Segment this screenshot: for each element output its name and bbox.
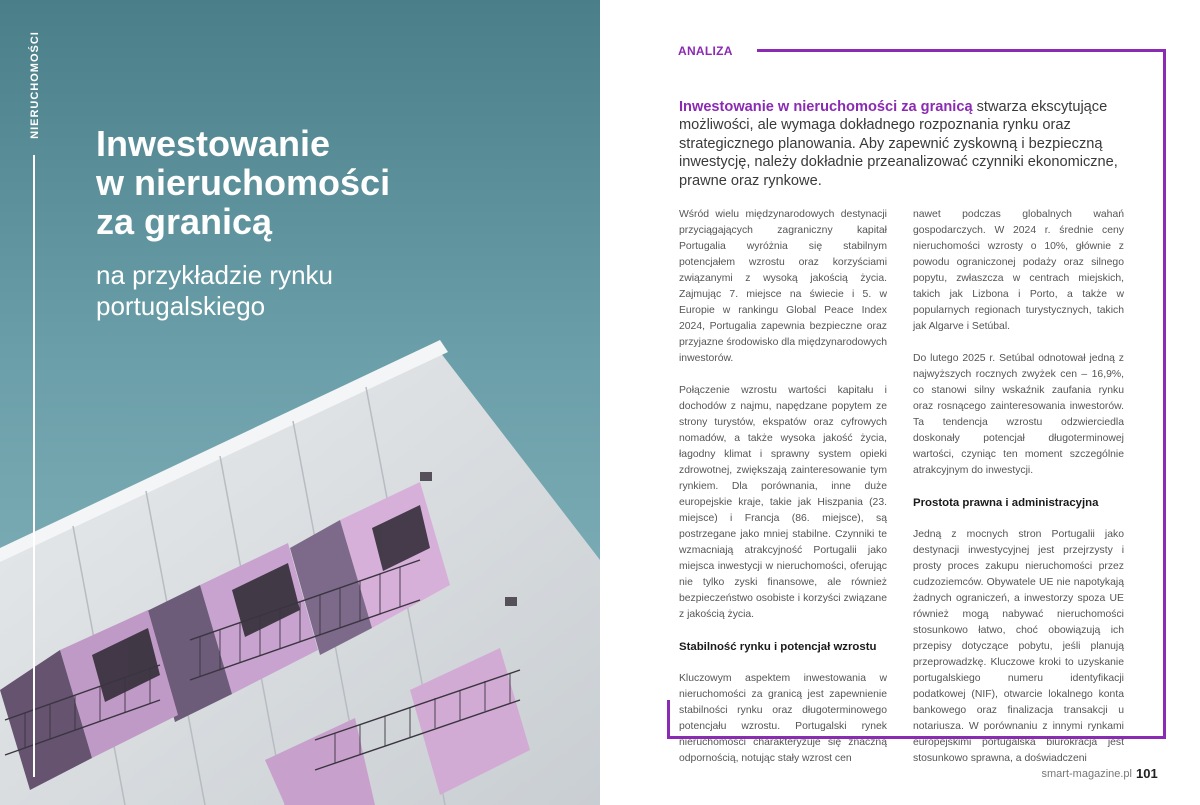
section-label-vertical <box>25 30 45 140</box>
paragraph: Jedną z mocnych stron Portugalii jako destynacji inwestycyjnej jest przejrzysty i prosty proces zakupu nieruchomości przez cudzoziemców. Obywatele UE nie napotykają żadnych ograniczeń, a inwestorzy spoza UE również mogą nabywać nieruchomości stosunkowo łatwo, choć obowiązują ich przepisy dotyczące pobytu, jeśli planują przeprowadzkę. Kluczowe kroki to uzyskanie portugalskiego numeru identyfikacji podatkowej (NIF), otwarcie lokalnego konta bankowego oraz finalizacja transakcji u notariusza. W porównaniu z innymi rynkami europejskimi portugalska biurokracja jest stosunkowo sprawna, a doświadczeni <box>913 529 1124 764</box>
vertical-divider <box>33 155 35 777</box>
page-number: 101 <box>1136 766 1158 781</box>
article-title <box>96 124 536 241</box>
paragraph: Wśród wielu międzynarodowych destynacji przyciągających zagraniczny kapitał Portugalia wyróżnia się stabilnym potencjałem wzrostu oraz korzyściami związanymi z wysoką jakością życia. Zajmując 7. miejsce na świecie i 5. w Europie w rankingu Global Peace Index 2024, Portugalia zapewnia bezpieczne oraz przyjazne środowisko dla międzynarodowych inwestorów. <box>679 209 887 364</box>
title-line-1: Inwestowanie <box>96 123 331 164</box>
lead-paragraph <box>679 98 1129 190</box>
paragraph: Do lutego 2025 r. Setúbal odnotował jedną z najwyższych rocznych zwyżek cen – 16,9%, co stanowi silny wskaźnik zaufania rynku oraz rosnącego zainteresowania inwestorów. Ta tendencja wzrostu odzwierciedla doskonały potencjał długoterminowej wartości, czyniąc ten moment szczególnie atrakcyjnym do inwestycji. <box>913 353 1124 476</box>
subtitle-line-2: portugalskiego <box>96 291 266 321</box>
frame-left-line <box>667 700 670 739</box>
title-line-2: w nieruchomości <box>96 162 391 203</box>
subtitle-line-1: na przykładzie rynku <box>96 260 333 290</box>
text-column-right <box>913 207 1124 783</box>
footer-website: smart-magazine.pl <box>1041 768 1132 780</box>
lead-text: stwarza ekscytujące możliwości, ale wymaga dokładnego rozpoznania rynku oraz strategicznego planowania. Aby zapewnić zyskowną i bezpieczną inwestycję, należy dokładnie przeanalizować czynniki ekonomiczne, prawne oraz rynkowe. <box>679 99 1118 189</box>
frame-right-line <box>1163 49 1166 739</box>
paragraph: Kluczowym aspektem inwestowania w nieruchomości za granicą jest zapewnienie stabilności rynku oraz długoterminowego potencjału wzrostu. Portugalski rynek nieruchomości charakteryzuje się znaczną odpornością, notując stały wzrost cen <box>679 673 887 764</box>
subheading: Prostota prawna i administracyjna <box>913 497 1099 509</box>
subheading: Stabilność rynku i potencjał wzrostu <box>679 641 877 653</box>
section-label: ANALIZA <box>678 44 733 58</box>
paragraph: Połączenie wzrostu wartości kapitału i dochodów z najmu, napędzane popytem ze strony turystów, ekspatów oraz cyfrowych nomadów, a także wysoka jakość życia, łagodny klimat i sprawny system opieki zdrowotnej, zwiększają zainteresowanie tym rynkiem. Dla porównania, inne duże europejskie kraje, takie jak Hiszpania (23. miejsce) i Francja (86. miejsce), są postrzegane jako mniej stabilne. Czynniki te wzmacniają atrakcyjność Portugalii jako miejsca inwestycji w nieruchomości, oferując nie tylko zyski finansowe, ale również bezpieczeństwo osobiste i korzyści związane z jakością życia. <box>679 385 887 620</box>
frame-top-line <box>757 49 1166 52</box>
section-label-text: NIERUCHOMOŚCI <box>29 31 42 139</box>
text-column-left <box>679 207 887 783</box>
title-line-3: za granicą <box>96 201 273 242</box>
lead-highlight: Inwestowanie w nieruchomości za granicą <box>679 99 973 115</box>
article-subtitle <box>96 260 536 322</box>
paragraph: nawet podczas globalnych wahań gospodarczych. W 2024 r. średnie ceny nieruchomości wzrosty o 10%, głównie z powodu ograniczonej podaży oraz silnego popytu, zwłaszcza w centrach miejskich, takich jak Lizbona i Porto, a także w popularnych regionach turystycznych, takich jak Algarve i Setúbal. <box>913 209 1124 332</box>
